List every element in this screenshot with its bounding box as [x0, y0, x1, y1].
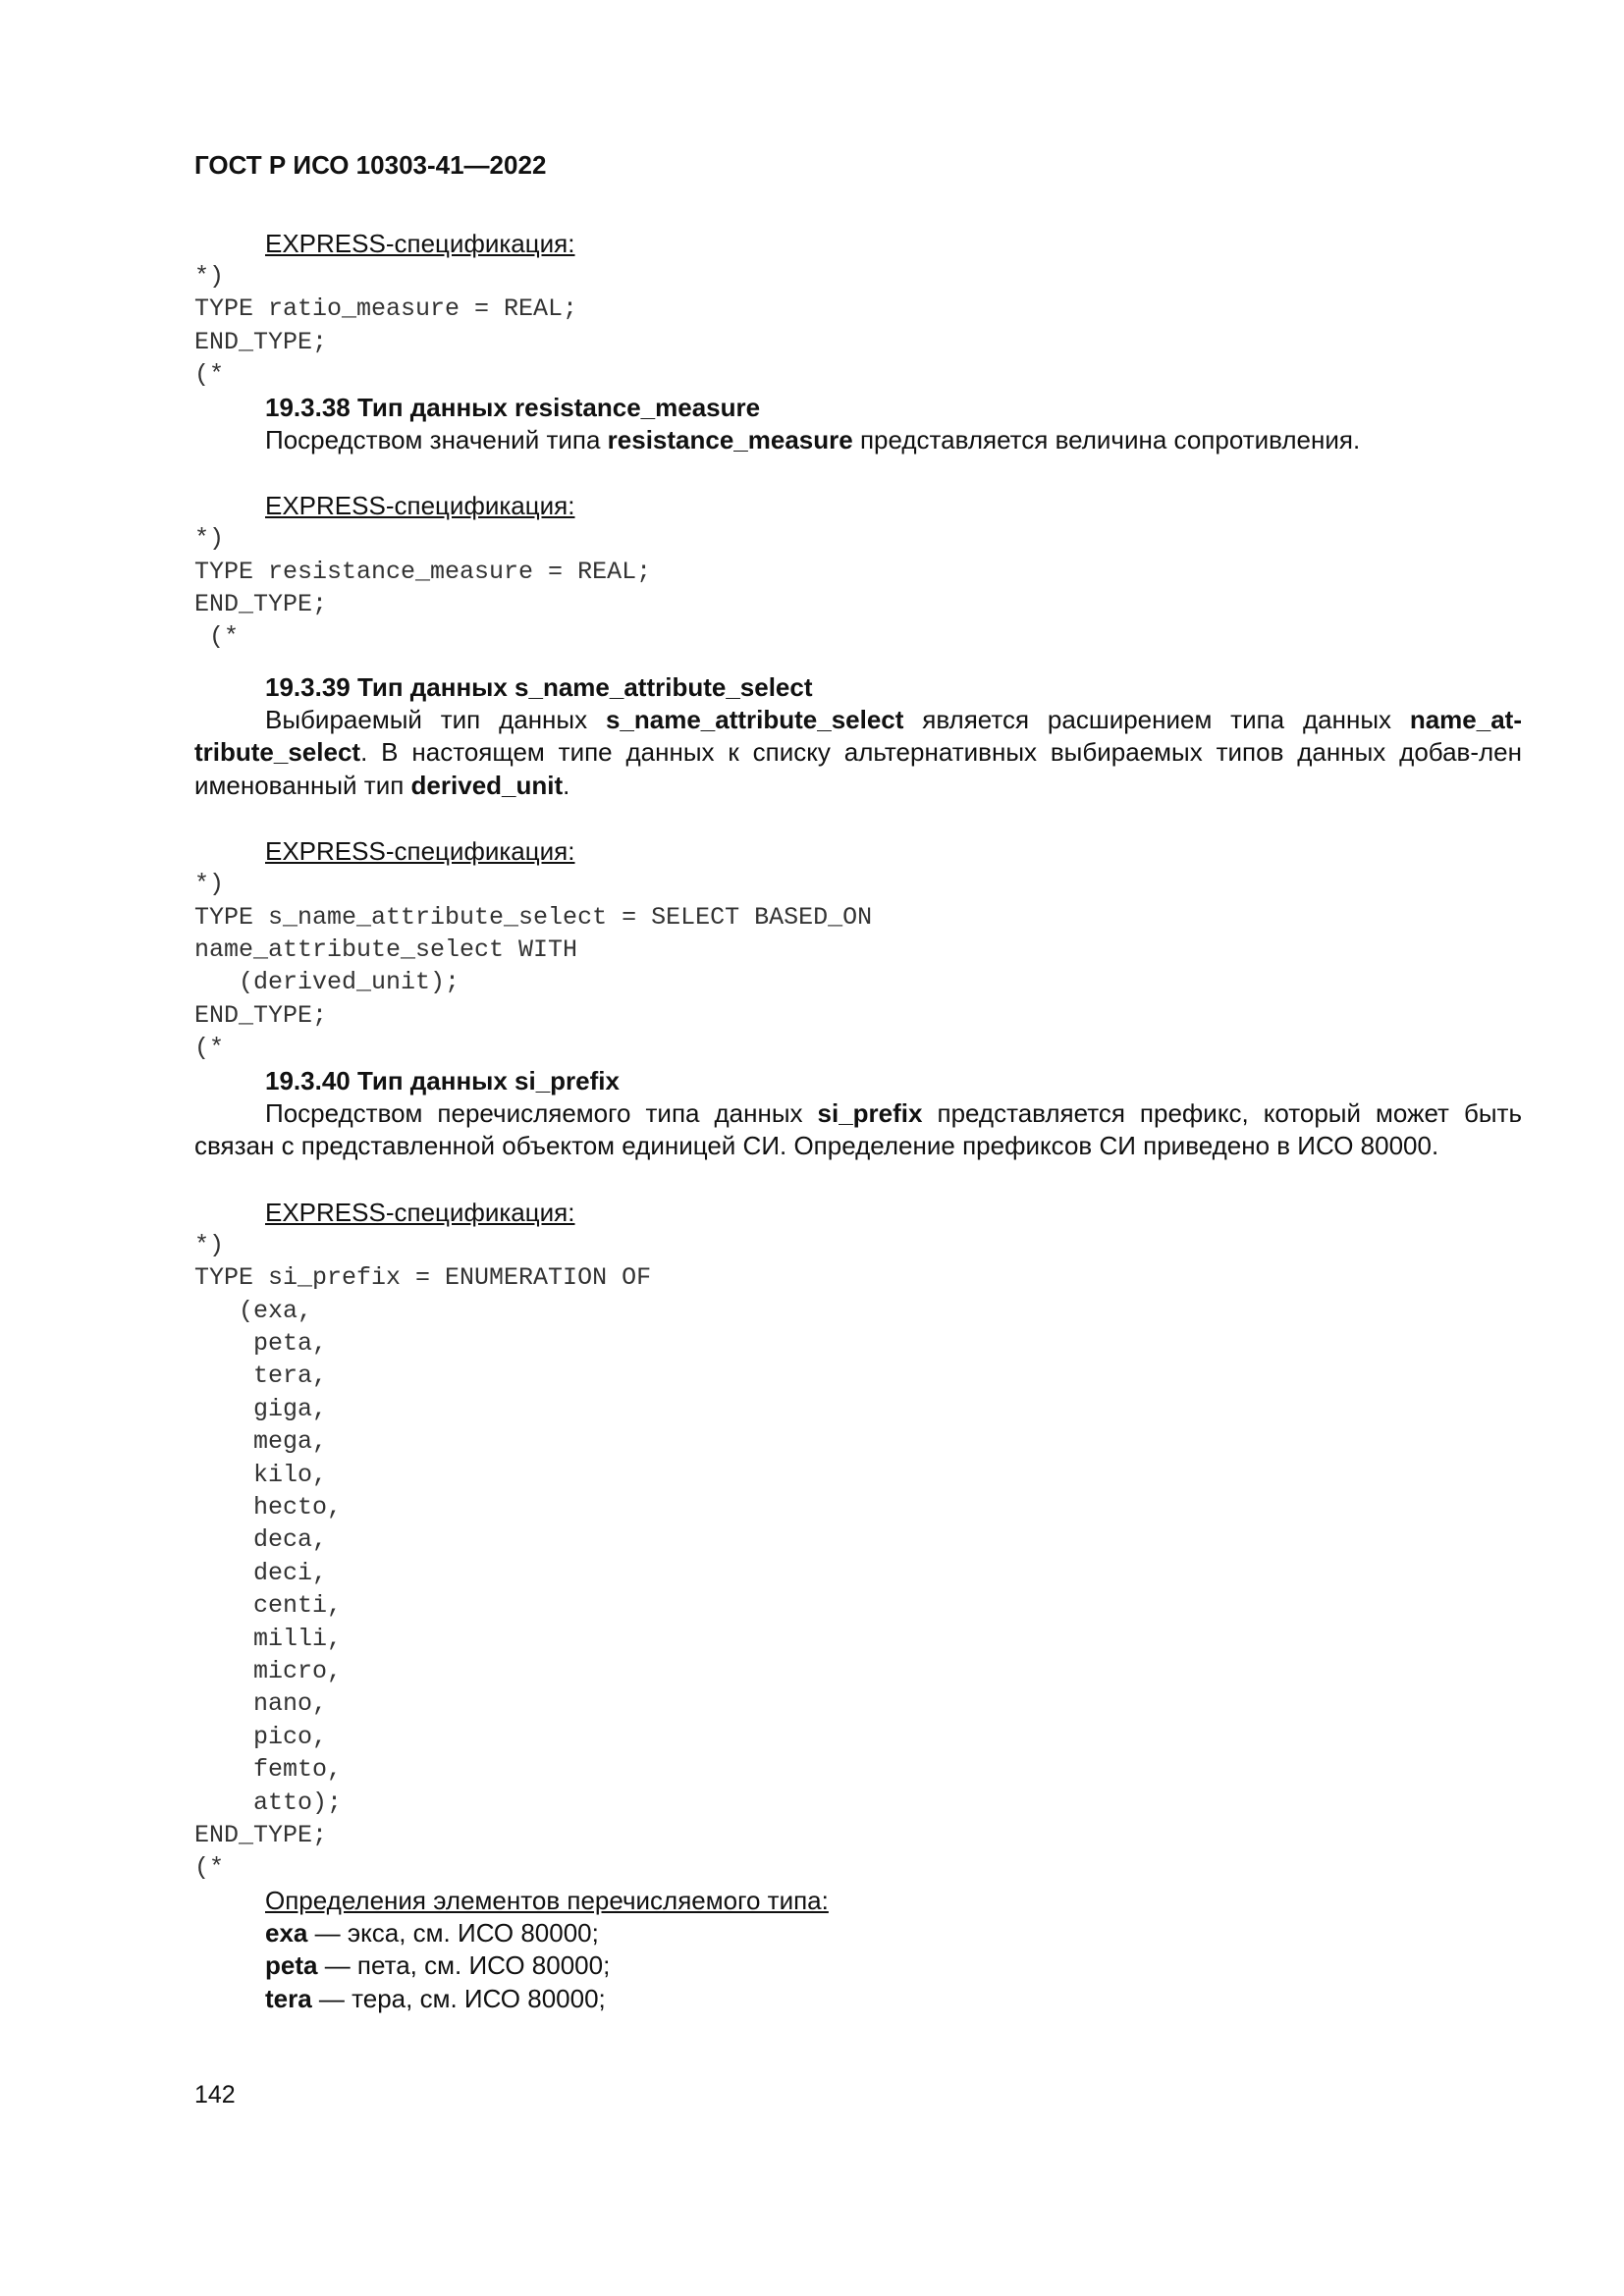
code-line: *) [194, 262, 225, 291]
section-heading-19-3-38: 19.3.38 Тип данных resistance_measure [265, 392, 761, 422]
code-line: centi, [194, 1591, 343, 1621]
code-line: femto, [194, 1755, 343, 1785]
document-page [194, 145, 1522, 2015]
code-line: deca, [194, 1525, 328, 1555]
code-line: END_TYPE; [194, 327, 328, 356]
bold-term: s_name_attribute_select [605, 704, 904, 734]
code-line: micro, [194, 1656, 343, 1685]
code-line: mega, [194, 1427, 328, 1457]
section-paragraph-19-3-39 [194, 704, 1522, 803]
code-line: (exa, [194, 1296, 313, 1325]
definition-term: tera [265, 1983, 312, 2013]
code-block-resistance-measure [194, 522, 1522, 654]
code-line: milli, [194, 1624, 343, 1653]
code-line: END_TYPE; [194, 589, 328, 618]
express-spec-label: EXPRESS-спецификация: [265, 836, 575, 867]
section-paragraph-19-3-38 [194, 424, 1522, 457]
text-run: является расширением типа данных [903, 704, 1410, 734]
code-line: END_TYPE; [194, 1821, 328, 1849]
text-run: . В настоящем типе данных к списку альтернативных выбираемых типов данных добав-лен именованный тип [194, 737, 1522, 800]
bold-term: derived_unit [410, 770, 564, 800]
definition-text: — тера, см. ИСО 80000; [311, 1983, 606, 2013]
code-line: *) [194, 524, 225, 554]
section-paragraph-19-3-40 [194, 1097, 1522, 1163]
code-block-si-prefix [194, 1229, 1522, 1885]
definition-item [194, 1949, 1522, 1983]
express-spec-label: EXPRESS-спецификация: [265, 491, 575, 521]
code-line: tera, [194, 1362, 328, 1391]
code-line: hecto, [194, 1492, 343, 1522]
text-run: представляется префикс, который может быть связан с представленной объектом единицей СИ. Определение префиксов СИ приведено в ИСО 80000. [194, 1097, 1522, 1161]
definition-term: peta [265, 1950, 318, 1981]
document-header: ГОСТ Р ИСО 10303-41—2022 [194, 150, 547, 180]
code-line: TYPE si_prefix = ENUMERATION OF [194, 1263, 652, 1293]
code-line: kilo, [194, 1460, 328, 1489]
text-run: Выбираемый тип данных [265, 704, 606, 734]
code-line: pico, [194, 1722, 328, 1751]
code-line: TYPE resistance_measure = REAL; [194, 557, 652, 586]
text-run: . [563, 770, 570, 800]
code-line: (derived_unit); [194, 968, 460, 997]
code-block-s-name-attribute-select [194, 868, 1522, 1064]
code-line: name_attribute_select WITH [194, 935, 578, 965]
bold-term: resistance_measure [607, 424, 853, 454]
definition-text: — пета, см. ИСО 80000; [317, 1950, 611, 1981]
section-heading-19-3-39: 19.3.39 Тип данных s_name_attribute_select [265, 671, 813, 702]
section-heading-19-3-40: 19.3.40 Тип данных si_prefix [265, 1065, 620, 1095]
code-line: END_TYPE; [194, 1000, 328, 1030]
code-line: peta, [194, 1328, 328, 1358]
code-line: *) [194, 1230, 225, 1259]
definition-term: exa [265, 1917, 308, 1948]
code-line: (* [194, 360, 225, 390]
text-run: Посредством значений типа [265, 424, 608, 454]
code-block-ratio-measure [194, 260, 1522, 392]
definition-item [194, 1983, 1522, 2016]
definition-item [194, 1917, 1522, 1950]
code-line: TYPE s_name_attribute_select = SELECT BASED_ON [194, 902, 873, 932]
code-line: deci, [194, 1558, 328, 1587]
code-line: (* [194, 1853, 225, 1883]
code-line: (* [194, 622, 240, 652]
bold-term: si_prefix [817, 1097, 923, 1128]
page-number: 142 [194, 2081, 236, 2109]
bold-term: name_at-tribute_select [194, 704, 1522, 768]
definition-text: — экса, см. ИСО 80000; [307, 1917, 599, 1948]
code-line: atto); [194, 1788, 343, 1817]
text-run: Посредством перечисляемого типа данных [265, 1097, 818, 1128]
express-spec-label: EXPRESS-спецификация: [265, 229, 575, 258]
code-line: *) [194, 870, 225, 899]
text-run: представляется величина сопротивления. [852, 424, 1361, 454]
code-line: TYPE ratio_measure = REAL; [194, 294, 578, 324]
code-line: nano, [194, 1689, 328, 1719]
code-line: giga, [194, 1394, 328, 1423]
express-spec-label: EXPRESS-спецификация: [265, 1197, 575, 1227]
code-line: (* [194, 1034, 225, 1063]
definitions-title: Определения элементов перечисляемого типа: [265, 1885, 829, 1915]
